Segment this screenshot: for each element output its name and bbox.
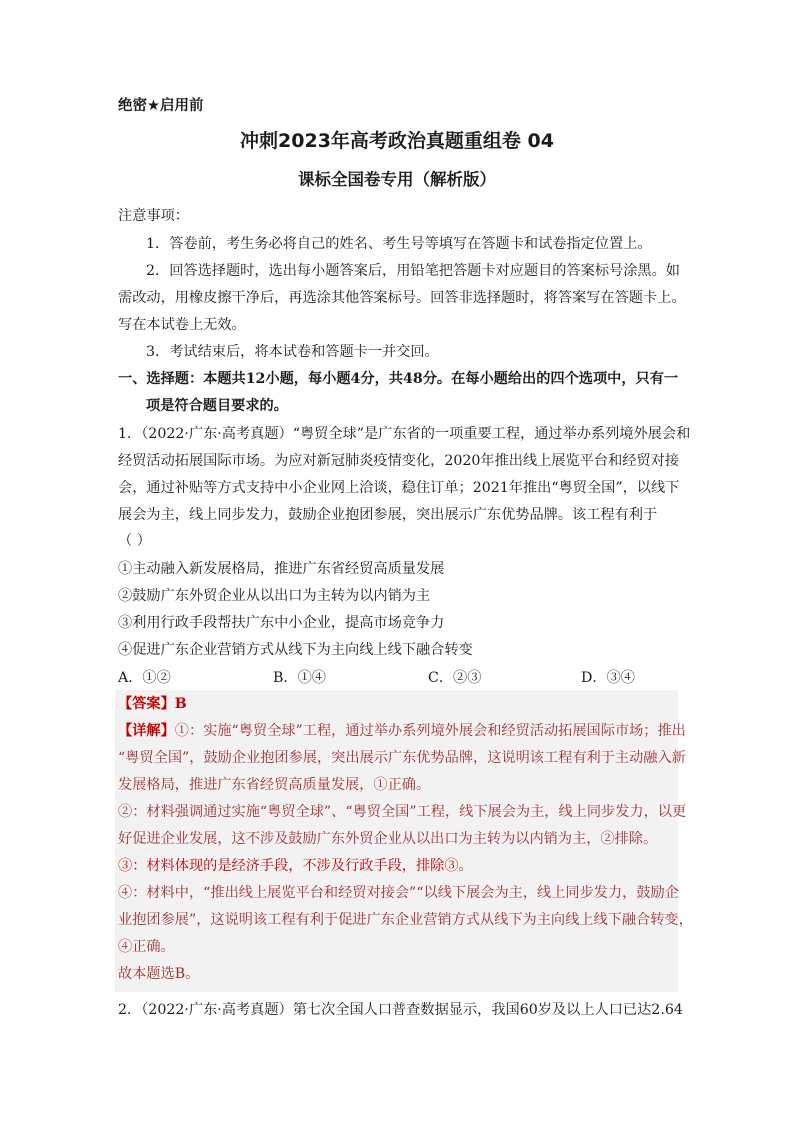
option-b: B．①④ xyxy=(273,670,326,686)
section-heading-line-2: 项是符合题目要求的。 xyxy=(146,398,288,414)
question-1-stem-line-2: 经贸活动拓展国际市场。为应对新冠肺炎疫情变化，2020年推出线上展览平台和经贸对接 xyxy=(118,453,680,469)
question-1-statement-2: ②鼓励广东外贸企业从以出口为主转为以内销为主 xyxy=(118,588,431,604)
question-1-answer-blank: （ ） xyxy=(118,533,151,549)
notice-line-2: 2．回答选择题时，选出每小题答案后，用铅笔把答题卡对应题目的答案标号涂黑。如 xyxy=(146,263,680,279)
question-1-statement-4: ④促进广东企业营销方式从线下为主向线上线下融合转变 xyxy=(118,642,473,658)
question-1-statement-1: ①主动融入新发展格局，推进广东省经贸高质量发展 xyxy=(118,561,445,577)
question-2-stem-line-1: 2．（2022·广东·高考真题）第七次全国人口普查数据显示，我国60岁及以上人口已达2.64 xyxy=(118,1002,683,1018)
analysis-line-3: 发展格局，推进广东省经贸高质量发展，①正确。 xyxy=(118,777,431,793)
analysis-line-1-text: ①：实施“粤贸全球”工程，通过举办系列境外展会和经贸活动拓展国际市场；推出 xyxy=(174,723,686,739)
notice-line-5: 3．考试结束后，将本试卷和答题卡一并交回。 xyxy=(146,344,439,360)
question-1-stem-line-4: 展会为主，线上同步发力，鼓励企业抱团参展，突出展示广东优势品牌。该工程有利于 xyxy=(118,507,658,523)
notice-line-3: 需改动，用橡皮擦干净后，再选涂其他答案标号。回答非选择题时，将答案写在答题卡上。 xyxy=(118,290,686,306)
analysis-line-7: ④：材料中，“推出线上展览平台和经贸对接会”“以线下展会为主，线上同步发力，鼓励企 xyxy=(118,885,679,901)
analysis-line-2: “粤贸全国”，鼓励企业抱团参展，突出展示广东优势品牌，这说明该工程有利于主动融入新 xyxy=(118,750,686,766)
analysis-conclusion: 故本题选B。 xyxy=(118,966,200,982)
question-1-stem-line-3: 会，通过补贴等方式支持中小企业网上洽谈，稳住订单；2021年推出“粤贸全国”，以线下 xyxy=(118,480,680,496)
notice-heading: 注意事项： xyxy=(118,208,189,224)
option-c: C．②③ xyxy=(428,670,482,686)
answer-label: 【答案】B xyxy=(118,696,187,712)
analysis-line-4: ②：材料强调通过实施“粤贸全球”、“粤贸全国”工程，线下展会为主，线上同步发力，以更 xyxy=(118,804,687,820)
page-subtitle: 课标全国卷专用（解析版） xyxy=(298,170,496,189)
question-1-statement-3: ③利用行政手段帮扶广东中小企业，提高市场竞争力 xyxy=(118,615,445,631)
analysis-line-5: 好促进企业发展，这不涉及鼓励广东外贸企业从以出口为主转为以内销为主，②排除。 xyxy=(118,831,658,847)
option-d: D．③④ xyxy=(581,670,635,686)
page-title: 冲刺2023年高考政治真题重组卷 04 xyxy=(240,130,554,152)
notice-line-1: 1．答卷前，考生务必将自己的姓名、考生号等填写在答题卡和试卷指定位置上。 xyxy=(146,236,652,252)
section-heading-line-1: 一、选择题：本题共12小题，每小题4分，共48分。在每小题给出的四个选项中，只有一 xyxy=(118,371,679,387)
question-1-stem-line-1: 1．（2022·广东·高考真题）“粤贸全球”是广东省的一项重要工程，通过举办系列境外展会和 xyxy=(118,426,691,442)
option-a: A．①② xyxy=(118,670,171,686)
analysis-line-9: ④正确。 xyxy=(118,939,175,955)
analysis-line-8: 业抱团参展”，这说明该工程有利于促进广东企业营销方式从线下为主向线上线下融合转变， xyxy=(118,912,693,928)
secret-label: 绝密★启用前 xyxy=(118,98,204,114)
detail-tag: 【详解】 xyxy=(118,723,175,739)
notice-line-4: 写在本试卷上无效。 xyxy=(118,317,246,333)
analysis-line-1 xyxy=(118,721,686,741)
analysis-line-6: ③：材料体现的是经济手段，不涉及行政手段，排除③。 xyxy=(118,858,473,874)
